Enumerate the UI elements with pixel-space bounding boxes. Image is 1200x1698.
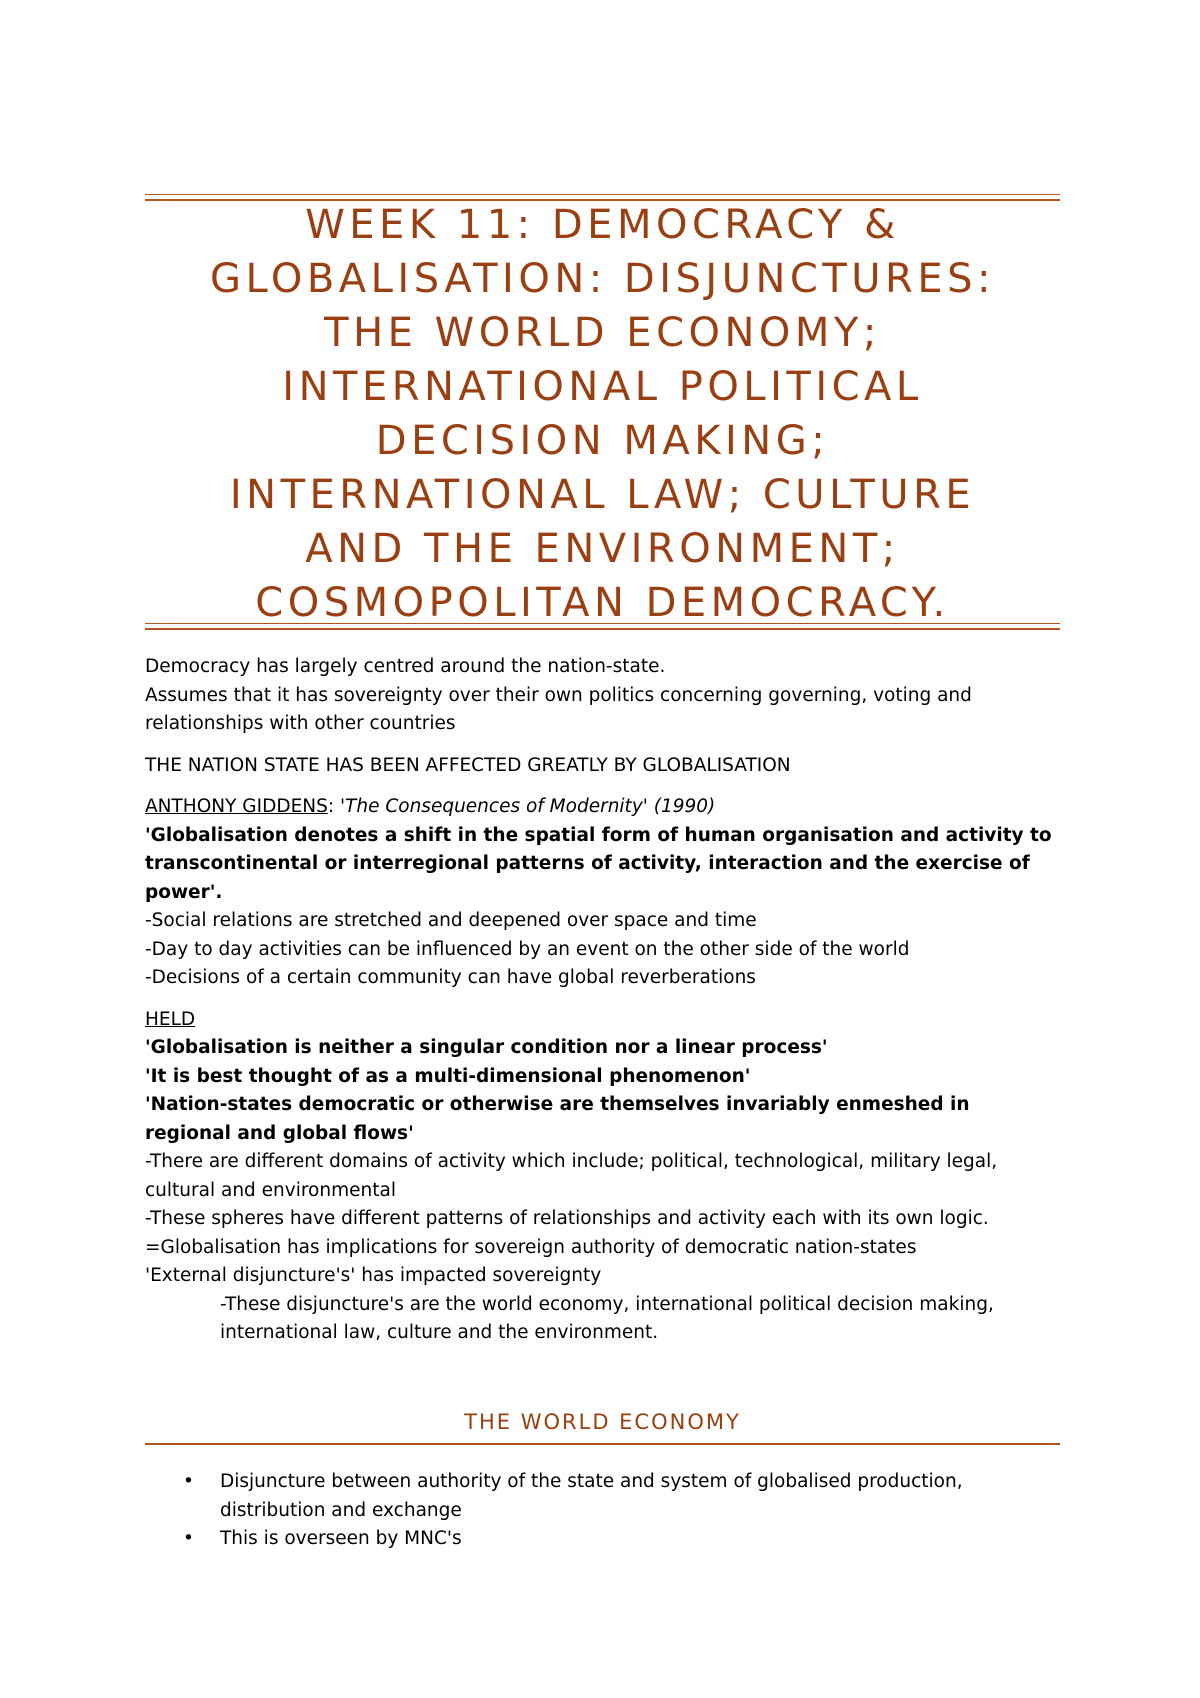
intro-line: Democracy has largely centred around the nation-state. [145,656,666,677]
held-point: -These spheres have different patterns of relationships and activity each with its own logic. [145,1208,989,1229]
title-line: INTERNATIONAL POLITICAL [282,364,923,410]
world-economy-bullet-list [145,1468,1060,1554]
caps-statement: THE NATION STATE HAS BEEN AFFECTED GREATLY BY GLOBALISATION [145,754,791,776]
document-body [145,653,1060,1348]
held-point: -There are different domains of activity which include; political, technological, military legal, [145,1151,998,1172]
list-item [145,1468,1060,1525]
held-quote-line: 'It is best thought of as a multi-dimensional phenomenon' [145,1065,751,1087]
held-point: 'External disjuncture's' has impacted sovereignty [145,1265,602,1286]
title-line: DECISION MAKING; [375,418,830,464]
list-item [145,1525,1060,1554]
giddens-quote-line: 'Globalisation denotes a shift in the spatial form of human organisation and activity to [145,824,1052,846]
giddens-author: ANTHONY GIDDENS [145,796,328,817]
giddens-point: -Social relations are stretched and deepened over space and time [145,910,757,931]
giddens-work: 'The Consequences of Modernity' (1990) [339,796,716,817]
title-bottom-rule [145,623,1060,630]
held-point: cultural and environmental [145,1179,396,1201]
held-quote-line: 'Globalisation is neither a singular condition nor a linear process' [145,1037,828,1058]
title-line: COSMOPOLITAN DEMOCRACY. [255,580,950,626]
title-line: GLOBALISATION: DISJUNCTURES: [209,256,995,302]
giddens-citation [145,793,1060,822]
held-indented-line: international law, culture and the environment. [220,1322,659,1343]
citation-colon: : [327,796,335,817]
list-item-text: distribution and exchange [220,1499,462,1521]
page-title [145,198,1060,630]
intro-line: relationships with other countries [145,713,456,734]
bullet-icon: • [183,1528,194,1549]
title-line: INTERNATIONAL LAW; CULTURE [229,472,976,518]
held-point: =Globalisation has implications for sovereign authority of democratic nation-states [145,1236,917,1258]
section-heading-rule [145,1443,1060,1445]
held-indented-line: -These disjuncture's are the world economy, international political decision making, [220,1293,994,1315]
giddens-quote-line: power'. [145,881,223,903]
list-item-text: Disjuncture between authority of the state and system of globalised production, [220,1471,963,1492]
giddens-point: -Decisions of a certain community can have global reverberations [145,967,756,988]
title-line: AND THE ENVIRONMENT; [305,526,900,572]
section-heading-world-economy: THE WORLD ECONOMY [464,1410,741,1434]
bullet-icon: • [183,1471,194,1492]
giddens-point: -Day to day activities can be influenced by an event on the other side of the world [145,938,910,960]
intro-line: Assumes that it has sovereignty over their own politics concerning governing, voting and [145,684,972,706]
title-line: THE WORLD ECONOMY; [324,310,881,356]
held-quote-line: 'Nation-states democratic or otherwise are themselves invariably enmeshed in [145,1094,970,1115]
title-line: WEEK 11: DEMOCRACY & [305,202,900,248]
held-author: HELD [145,1008,196,1030]
held-quote-line: regional and global flows' [145,1122,414,1144]
giddens-quote-line: transcontinental or interregional patterns of activity, interaction and the exercise of [145,853,1030,874]
list-item-text: This is overseen by MNC's [220,1528,462,1549]
